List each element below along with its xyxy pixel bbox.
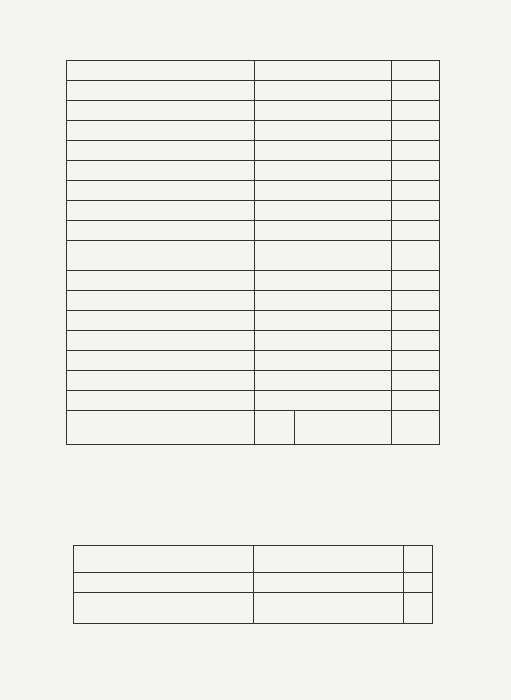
expense-item-label [255, 181, 392, 201]
expense-item-value [392, 81, 440, 101]
income-blank-cell [67, 181, 255, 201]
income-blank-cell [67, 141, 255, 161]
expense-item-value [392, 371, 440, 391]
row-name [254, 573, 404, 593]
income-blank-cell [67, 241, 255, 271]
income-blank-cell [67, 351, 255, 371]
table-row [67, 271, 440, 291]
header-row [74, 546, 433, 573]
expense-item-value [392, 121, 440, 141]
income-blank-cell [67, 331, 255, 351]
income-total-label [67, 411, 255, 445]
table-row [67, 391, 440, 411]
header-code [74, 546, 254, 573]
table-row [67, 121, 440, 141]
income-blank-cell [67, 311, 255, 331]
expense-item-value [392, 291, 440, 311]
expense-item-value [392, 241, 440, 271]
income-blank-cell [67, 161, 255, 181]
income-blank-cell [67, 101, 255, 121]
income-blank-cell [67, 61, 255, 81]
income-blank-cell [67, 391, 255, 411]
expense-item-value [392, 311, 440, 331]
expense-item-label [255, 201, 392, 221]
expense-item-value [392, 351, 440, 371]
income-expense-cell [255, 411, 392, 445]
expense-item-label [255, 241, 392, 271]
expense-item-value [392, 101, 440, 121]
expense-item-label [255, 221, 392, 241]
sum-code-empty [74, 593, 254, 624]
table-row [67, 101, 440, 121]
table-row [67, 201, 440, 221]
table-row [67, 311, 440, 331]
expense-item-value [392, 61, 440, 81]
expense-item-label [255, 61, 392, 81]
expense-item-value [392, 391, 440, 411]
table-row [67, 181, 440, 201]
expense-item-value [392, 201, 440, 221]
expense-item-label [255, 391, 392, 411]
expense-item-label [255, 291, 392, 311]
total-row [67, 411, 440, 445]
expense-item-label [255, 81, 392, 101]
sum-row [74, 593, 433, 624]
expense-item-value [392, 331, 440, 351]
table-row [67, 331, 440, 351]
income-blank-cell [67, 371, 255, 391]
income-blank-cell [67, 201, 255, 221]
expense-item-value [392, 161, 440, 181]
sum-amount [404, 593, 433, 624]
sum-label [254, 593, 404, 624]
table-row [67, 371, 440, 391]
expense-total-value [392, 411, 440, 445]
expense-item-label [255, 141, 392, 161]
expense-item-value [392, 141, 440, 161]
expense-total-label [295, 411, 391, 444]
table-row [67, 141, 440, 161]
expense-item-label [255, 121, 392, 141]
expense-item-label [255, 271, 392, 291]
expense-item-label [255, 161, 392, 181]
table-row [67, 241, 440, 271]
income-blank-cell [67, 221, 255, 241]
table-row [67, 81, 440, 101]
header-name [254, 546, 404, 573]
expense-item-label [255, 331, 392, 351]
income-blank-cell [67, 291, 255, 311]
expense-item-label [255, 371, 392, 391]
income-blank-cell [67, 81, 255, 101]
expense-item-label [255, 311, 392, 331]
table-row [67, 61, 440, 81]
expense-item-value [392, 221, 440, 241]
expense-item-value [392, 181, 440, 201]
table-row [74, 573, 433, 593]
row-amount [404, 573, 433, 593]
table-row [67, 351, 440, 371]
expenditure-continuation-table [66, 60, 440, 445]
functional-expenditure-table [73, 545, 433, 624]
expense-item-label [255, 101, 392, 121]
income-total-value [255, 411, 295, 444]
row-code [74, 573, 254, 593]
income-blank-cell [67, 271, 255, 291]
expense-item-value [392, 271, 440, 291]
expense-item-label [255, 351, 392, 371]
income-blank-cell [67, 121, 255, 141]
table-row [67, 221, 440, 241]
header-amount [404, 546, 433, 573]
table-row [67, 291, 440, 311]
table-row [67, 161, 440, 181]
